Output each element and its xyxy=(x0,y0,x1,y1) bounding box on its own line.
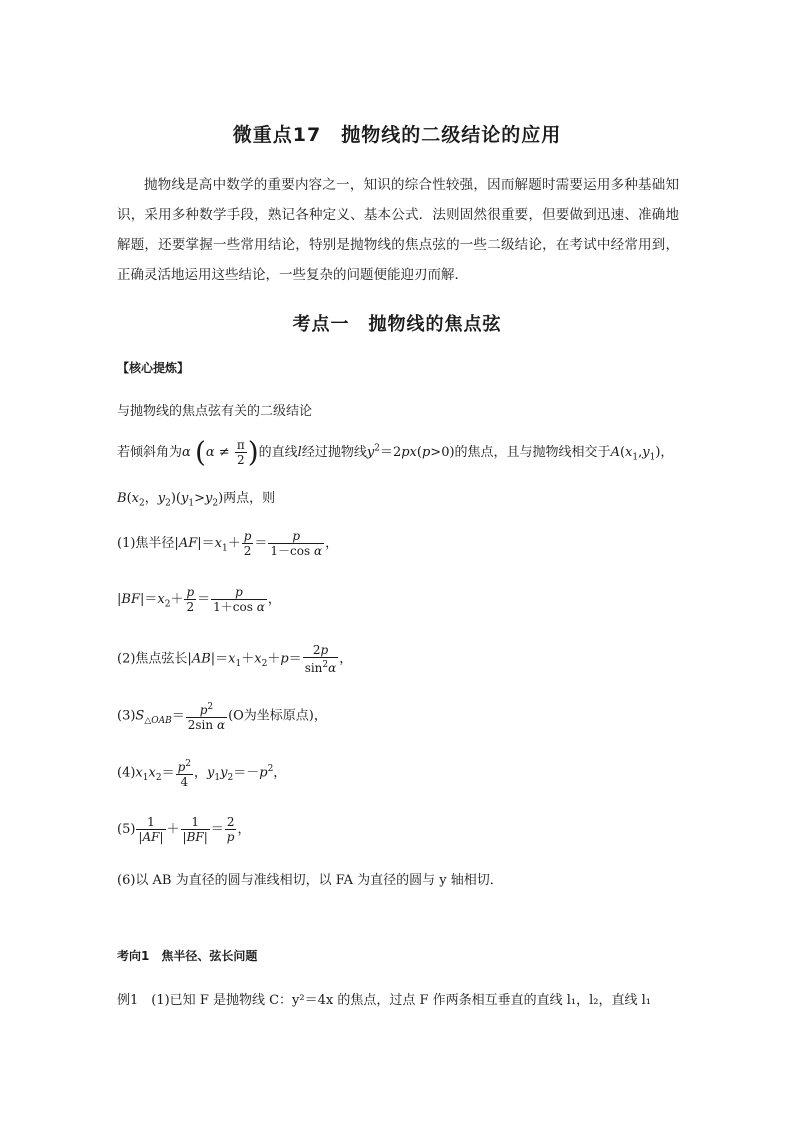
premise-line-1: 若倾斜角为α (α ≠ $\frac{\pi}{2}$ )的直线l经过抛物线$y^2=2px(p>0)$的焦点，且与抛物线相交于$A(x_1,y_1)$， xyxy=(117,435,674,469)
formula-3: $(3)S_{\triangle OAB}=$ $\frac{p^2}{\text{2sin α}}$ (O为坐标原点)， xyxy=(117,702,327,732)
formula-1: (1)焦半径$|AF|=x_1+$ $\frac{p}{2}$ ＝ $\frac{p}{\text{1－cos α}}$ ， xyxy=(117,529,339,558)
formula-5: (5) $\frac{1}{|AF|}$ ＋ $\frac{1}{|BF|}$ ＝ $\frac{2}{p}$ ， xyxy=(117,815,251,844)
formula-4: $(4)x_1x_2=$ $\frac{p^2}{4}$ ，$y_1y_2=-p^2$， xyxy=(117,759,287,789)
page-title: 微重点17 抛物线的二级结论的应用 xyxy=(232,124,562,146)
intro-paragraph: 抛物线是高中数学的重要内容之一，知识的综合性较强，因而解题时需要运用多种基础知识，采用多种数学手段，熟记各种定义、基本公式．法则固然很重要，但要做到迅速、准确地解题，还要掌握一些常用结论，特别是抛物线的焦点弦的一些二级结论，在考试中经常用到，正确灵活地运用这些结论，一些复杂的问题便能迎刃而解． xyxy=(117,177,679,283)
formula-6: (6)以 AB 为直径的圆与准线相切，以 FA 为直径的圆与 y 轴相切． xyxy=(117,873,503,888)
premise-line-2: $B(x_2$，$y_2)(y_1>y_2)$两点，则 xyxy=(117,491,276,509)
section-title: 考点一 抛物线的焦点弦 xyxy=(292,314,502,335)
formula-1b: $|BF|=x_2+$ $\frac{p}{2}$ ＝ $\frac{p}{\text{1＋cos α}}$ ， xyxy=(117,585,281,614)
formula-2: (2)焦点弦长$|AB|=x_1+x_2+p=$ $\frac{2p}{\sin^2\alpha}$ ， xyxy=(117,643,353,675)
subtopic-heading: 考向1 焦半径、弦长问题 xyxy=(117,949,258,963)
pi-over-2-fraction: $\frac{\pi}{2}$ xyxy=(236,438,245,467)
example-1: 例1 (1)已知 F 是抛物线 C：y²＝4x 的焦点，过点 F 作两条相互垂直的直线 l₁，l₂，直线 l₁ xyxy=(117,993,651,1008)
core-tag: 【核心提炼】 xyxy=(117,361,190,375)
core-heading: 与抛物线的焦点弦有关的二级结论 xyxy=(117,404,313,419)
